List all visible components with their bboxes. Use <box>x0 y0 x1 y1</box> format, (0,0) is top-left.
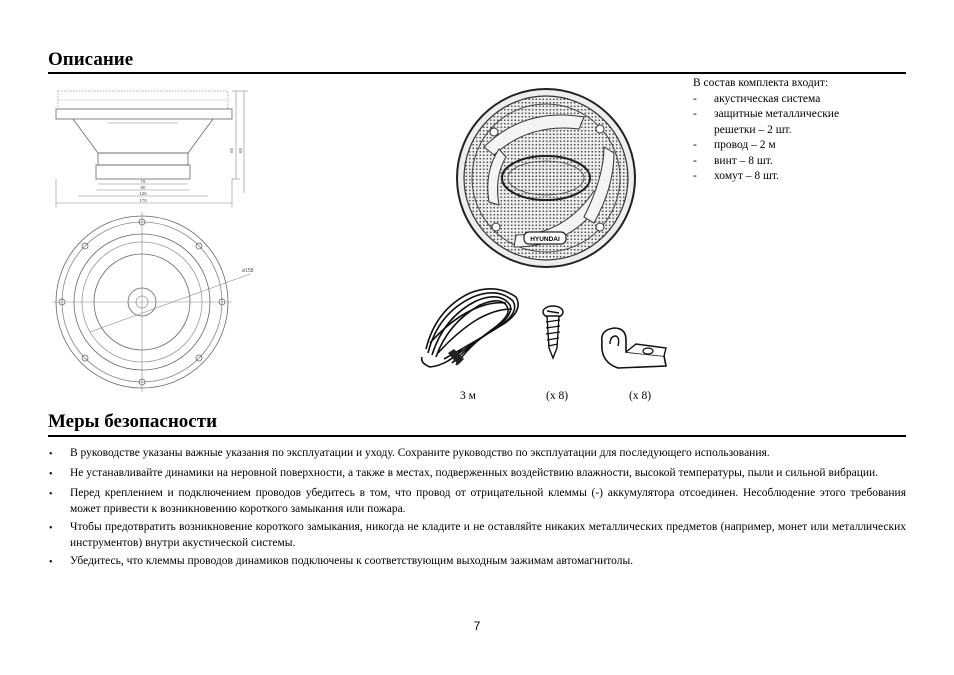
list-item <box>48 520 906 551</box>
dim-90: 90 <box>140 185 146 190</box>
clamp-image <box>596 322 670 372</box>
kit-item-text: винт – 8 шт. <box>714 154 773 167</box>
list-item <box>48 446 906 463</box>
speaker-front-view-drawing <box>50 212 265 397</box>
dim-126: 126 <box>139 191 147 196</box>
kit-item <box>693 169 874 185</box>
kit-item-text: хомут – 8 шт. <box>714 170 779 182</box>
dim-78: 78 <box>140 179 146 184</box>
list-item <box>48 466 906 483</box>
kit-item <box>693 154 874 170</box>
kit-item-text: акустическая система <box>714 92 821 105</box>
list-item-text: Перед креплением и подключением проводов убедитесь в том, что провод от отрицательной клеммы (-) аккумулятора отсоединен. Несоблюдение этого требования может привести к возникновению короткого замыкания или пожара. <box>70 487 906 515</box>
title-underline <box>48 435 906 437</box>
kit-item <box>693 107 874 138</box>
kit-item-dash: - <box>693 154 697 167</box>
grille-logo: HYUNDAI <box>530 236 560 243</box>
kit-item-dash: - <box>693 170 697 182</box>
bullet-icon: • <box>49 523 53 534</box>
section-title-safety: Меры безопасности <box>48 411 218 432</box>
list-item <box>48 554 906 571</box>
dim-diameter: ø158 <box>242 268 254 274</box>
page-number: 7 <box>473 619 481 633</box>
list-item <box>48 486 906 517</box>
title-underline <box>48 72 906 74</box>
kit-item-dash: - <box>693 108 697 120</box>
bullet-icon: • <box>49 469 53 480</box>
bullet-icon: • <box>49 557 53 568</box>
bullet-icon: • <box>49 449 53 460</box>
kit-item-dash: - <box>693 139 697 151</box>
caption-screw: (x 8) <box>546 390 569 402</box>
list-item-text: Не устанавливайте динамики на неровной поверхности, а также в местах, подверженных воздействию влажности, высокой температуры, пыли и сильной вибрации. <box>70 467 879 479</box>
kit-contents <box>693 76 874 185</box>
caption-clamp: (x 8) <box>629 390 652 402</box>
kit-item <box>693 138 874 154</box>
list-item-text: Чтобы предотвратить возникновение короткого замыкания, никогда не кладите и не оставляйте никаких металлических предметов (например, монет или металлических инструментов) внутри акустической системы. <box>70 521 906 549</box>
safety-list <box>48 446 906 574</box>
screw-image <box>538 304 568 360</box>
kit-item-dash: - <box>693 92 697 105</box>
dim-65: 65 <box>238 147 243 153</box>
section-title-description: Описание <box>48 49 134 70</box>
list-item-text: Убедитесь, что клеммы проводов динамиков подключены к соответствующим выходным зажимам автомагнитолы. <box>70 555 634 567</box>
wire-coil-image <box>418 283 524 369</box>
caption-wire: 3 м <box>460 390 476 402</box>
bullet-icon: • <box>49 489 53 500</box>
speaker-side-view-drawing <box>48 83 260 213</box>
speaker-grille-image <box>454 87 638 269</box>
kit-item-text: защитные металлические решетки – 2 шт. <box>714 108 840 136</box>
kit-item <box>693 92 874 108</box>
list-item-text: В руководстве указаны важные указания по эксплуатации и уходу. Сохраните руководство по эксплуатации для последующего использования. <box>70 447 770 459</box>
kit-item-text: провод – 2 м <box>714 139 776 151</box>
dim-55: 55 <box>229 147 234 153</box>
dim-170: 170 <box>139 198 147 203</box>
kit-heading: В состав комплекта входит: <box>693 77 829 89</box>
